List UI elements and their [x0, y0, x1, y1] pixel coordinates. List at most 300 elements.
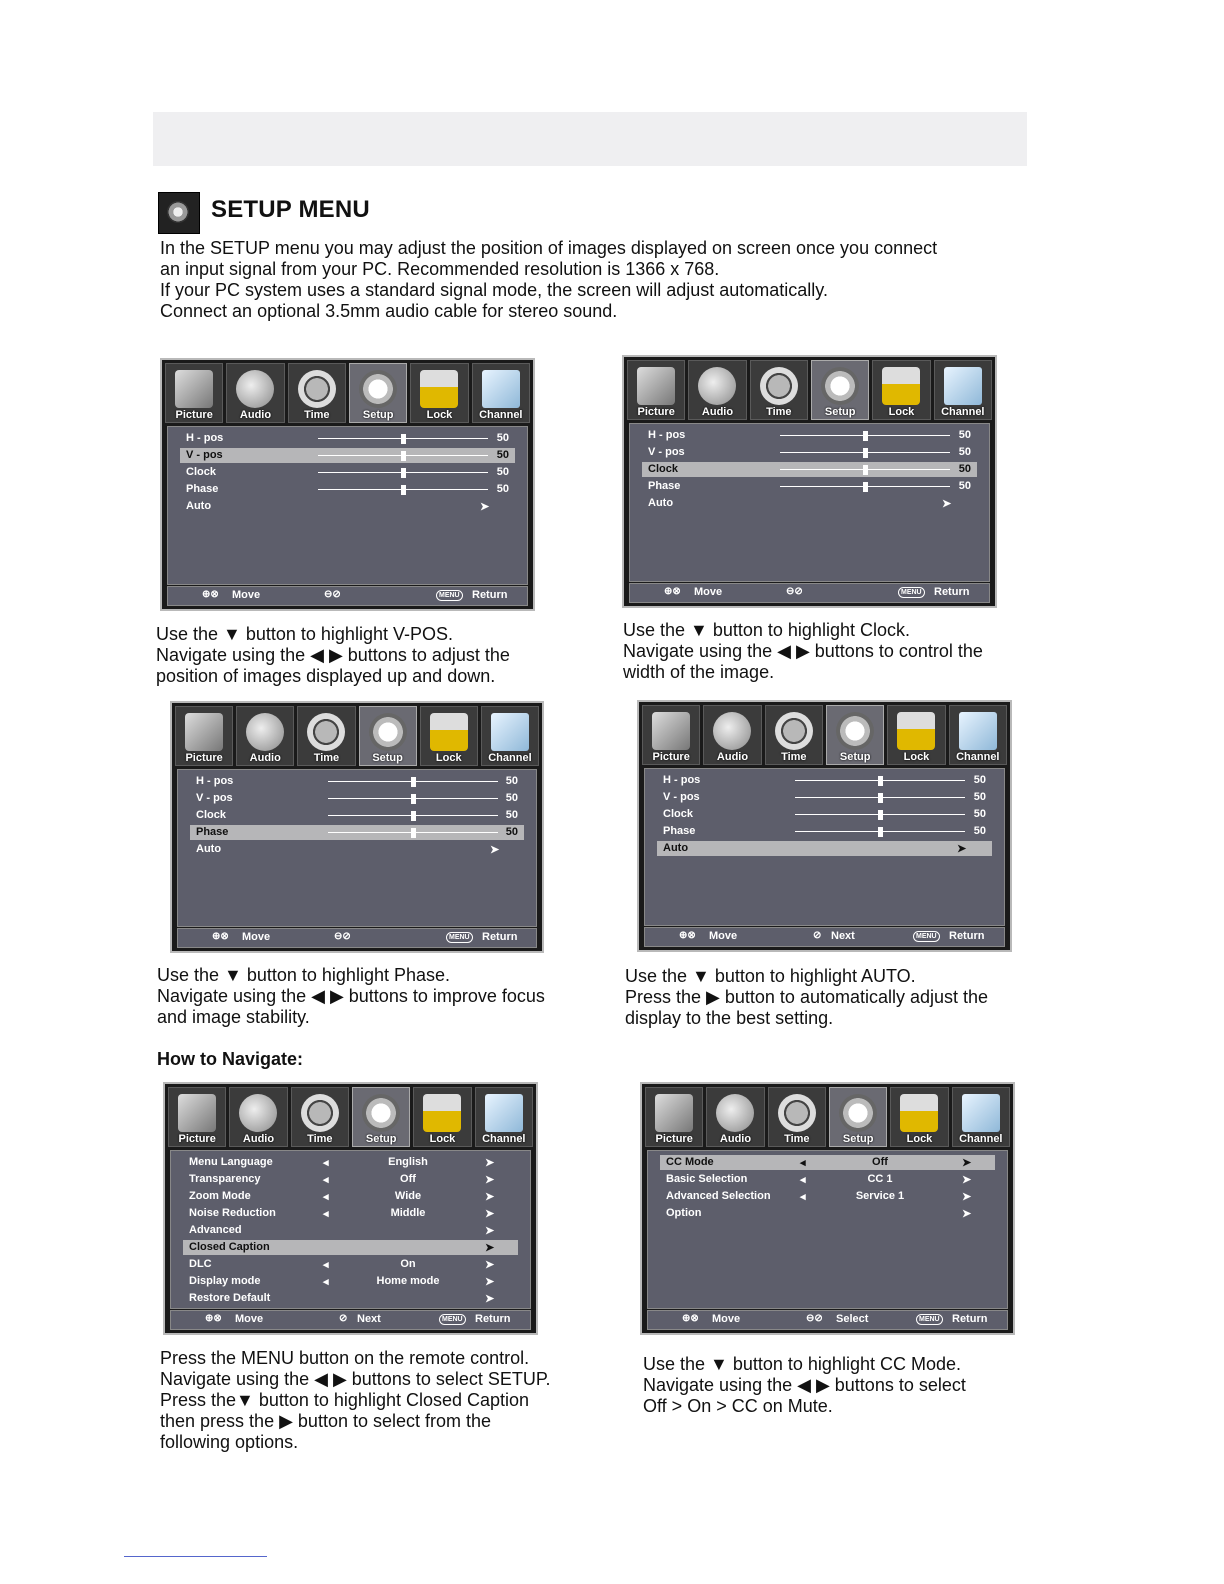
channel-icon	[959, 712, 997, 750]
caption-line: Use the ▼ button to highlight Phase.	[157, 965, 451, 985]
menu-row-vpos[interactable]	[642, 445, 977, 460]
menu-row-clock[interactable]	[642, 462, 977, 477]
slider-value: 50	[505, 775, 518, 787]
tab-channel[interactable]	[934, 360, 992, 420]
row-label: Advanced Selection	[666, 1190, 771, 1202]
caption-line: Navigate using the ◀ ▶ buttons to control the	[623, 641, 983, 661]
next-label: Next	[357, 1313, 381, 1325]
setup-icon	[369, 713, 407, 751]
row-label: DLC	[189, 1258, 212, 1270]
slider-track[interactable]	[780, 435, 950, 436]
picture-icon	[175, 370, 213, 408]
tv-menu-vpos	[160, 358, 535, 611]
right-arrow-icon[interactable]: ➤	[962, 1191, 972, 1203]
menu-help-bar	[170, 1310, 531, 1330]
tab-setup[interactable]	[811, 360, 869, 420]
right-arrow-icon[interactable]: ➤	[485, 1191, 495, 1203]
slider-track[interactable]	[328, 832, 498, 833]
row-label: Restore Default	[189, 1292, 271, 1304]
tab-lock[interactable]	[890, 1087, 948, 1147]
menu-tabs	[165, 363, 530, 423]
menu-key-icon: MENU	[916, 1314, 943, 1325]
tab-label: Picture	[652, 751, 690, 763]
caption-line: Off > On > CC on Mute.	[643, 1396, 833, 1416]
slider-track[interactable]	[780, 452, 950, 453]
lock-icon	[897, 712, 935, 750]
tab-picture[interactable]	[165, 363, 223, 423]
right-arrow-icon[interactable]: ➤	[485, 1225, 495, 1237]
menu-row-vpos[interactable]	[657, 790, 992, 805]
menu-row-clock[interactable]	[657, 807, 992, 822]
right-arrow-icon[interactable]: ➤	[485, 1293, 495, 1305]
channel-icon	[491, 713, 529, 751]
menu-row-clock[interactable]	[180, 465, 515, 480]
right-arrow-icon[interactable]: ➤	[485, 1242, 495, 1254]
caption-line: Navigate using the ◀ ▶ buttons to adjust the	[156, 645, 510, 665]
return-label: Return	[475, 1313, 511, 1325]
right-arrow-icon[interactable]: ➤	[485, 1174, 495, 1186]
menu-help-bar	[644, 927, 1005, 947]
slider-value: 50	[496, 449, 509, 461]
updown-icon: ⊕⊗	[664, 586, 681, 597]
slider-knob[interactable]	[401, 451, 406, 461]
caption-setup	[160, 1348, 600, 1453]
caption-clock	[623, 620, 1063, 683]
menu-row[interactable]	[183, 1206, 518, 1221]
tv-menu-auto	[637, 700, 1012, 952]
tab-label: Lock	[888, 406, 915, 418]
menu-row-phase[interactable]	[190, 825, 524, 840]
menu-row-vpos[interactable]	[190, 791, 524, 806]
slider-knob[interactable]	[411, 794, 416, 804]
updown-icon: ⊕⊗	[202, 589, 219, 600]
row-label: Clock	[663, 808, 693, 820]
menu-row[interactable]	[183, 1291, 518, 1306]
lock-icon	[900, 1094, 938, 1132]
header-band	[153, 112, 1027, 166]
tab-label: Audio	[242, 1133, 275, 1145]
right-arrow-icon[interactable]: ➤	[962, 1174, 972, 1186]
row-label: V - pos	[196, 792, 233, 804]
tab-label: Channel	[956, 751, 1000, 763]
time-icon	[301, 1094, 339, 1132]
menu-row[interactable]	[660, 1206, 995, 1221]
picture-icon	[185, 713, 223, 751]
caption-line: position of images displayed up and down.	[156, 666, 496, 686]
intro-line: If your PC system uses a standard signal mode, the screen will adjust automatically.	[160, 280, 828, 300]
leftright-icon: ⊖⊘	[324, 589, 341, 600]
tab-audio[interactable]	[226, 363, 284, 423]
left-arrow-icon[interactable]: ◂	[800, 1174, 806, 1186]
picture-icon	[637, 367, 675, 405]
slider-value: 50	[973, 825, 986, 837]
audio-icon	[713, 712, 751, 750]
menu-row-vpos[interactable]	[180, 448, 515, 463]
slider-knob[interactable]	[401, 485, 406, 495]
row-label: H - pos	[648, 429, 686, 441]
row-label: Basic Selection	[666, 1173, 748, 1185]
tab-lock[interactable]	[413, 1087, 471, 1147]
updown-icon: ⊕⊗	[205, 1313, 222, 1324]
slider-track[interactable]	[795, 780, 965, 781]
setup-icon	[821, 367, 859, 405]
tab-channel[interactable]	[481, 706, 539, 766]
move-label: Move	[709, 930, 738, 942]
right-arrow-icon[interactable]: ➤	[962, 1157, 972, 1169]
tab-audio[interactable]	[236, 706, 294, 766]
slider-knob[interactable]	[401, 468, 406, 478]
slider-knob[interactable]	[863, 448, 868, 458]
slider-value: 50	[973, 791, 986, 803]
tab-label: Setup	[362, 409, 394, 421]
tab-label: Channel	[488, 752, 532, 764]
return-label: Return	[949, 930, 985, 942]
tab-label: Picture	[178, 1133, 216, 1145]
row-label: V - pos	[186, 449, 223, 461]
menu-row[interactable]	[183, 1155, 518, 1170]
tab-channel[interactable]	[949, 705, 1007, 765]
slider-knob[interactable]	[863, 431, 868, 441]
row-label: Option	[666, 1207, 702, 1219]
row-label: Menu Language	[189, 1156, 273, 1168]
setup-icon	[362, 1094, 400, 1132]
time-icon	[760, 367, 798, 405]
tab-label: Time	[766, 406, 792, 418]
slider-value: 50	[496, 432, 509, 444]
left-arrow-icon[interactable]: ◂	[323, 1208, 329, 1220]
tab-time[interactable]	[297, 706, 355, 766]
left-arrow-icon[interactable]: ◂	[323, 1276, 329, 1288]
menu-help-bar	[177, 928, 537, 948]
slider-knob[interactable]	[411, 811, 416, 821]
tab-time[interactable]	[750, 360, 808, 420]
slider-knob[interactable]	[878, 776, 883, 786]
menu-tabs	[642, 705, 1007, 765]
slider-track[interactable]	[328, 798, 498, 799]
leftright-icon: ⊖⊘	[786, 586, 803, 597]
tab-label: Time	[313, 752, 340, 764]
right-arrow-icon: ➤	[480, 501, 490, 513]
left-arrow-icon[interactable]: ◂	[323, 1259, 329, 1271]
caption-line: and image stability.	[157, 1007, 310, 1027]
menu-row-phase[interactable]	[642, 479, 977, 494]
return-label: Return	[952, 1313, 988, 1325]
tab-lock[interactable]	[410, 363, 468, 423]
row-label: Clock	[648, 463, 678, 475]
menu-tabs	[645, 1087, 1010, 1147]
row-value: Off	[400, 1173, 416, 1185]
return-label: Return	[934, 586, 970, 598]
slider-knob[interactable]	[401, 434, 406, 444]
row-label: Auto	[663, 842, 689, 854]
menu-row[interactable]	[183, 1172, 518, 1187]
tab-label: Audio	[239, 409, 272, 421]
row-label: Clock	[196, 809, 226, 821]
slider-knob[interactable]	[878, 827, 883, 837]
row-label: Advanced	[189, 1224, 242, 1236]
lock-icon	[430, 713, 468, 751]
row-label: Noise Reduction	[189, 1207, 276, 1219]
right-arrow-icon[interactable]: ➤	[485, 1157, 495, 1169]
tab-channel[interactable]	[472, 363, 530, 423]
menu-key-icon: MENU	[913, 931, 940, 942]
right-arrow-icon: ➤	[957, 843, 967, 855]
tab-label: Channel	[959, 1133, 1003, 1145]
tab-audio[interactable]	[703, 705, 761, 765]
menu-help-bar	[629, 583, 990, 603]
slider-value: 50	[973, 808, 986, 820]
tab-label: Picture	[637, 406, 675, 418]
left-arrow-icon[interactable]: ◂	[323, 1191, 329, 1203]
row-label: Phase	[648, 480, 681, 492]
row-label: Zoom Mode	[189, 1190, 251, 1202]
tab-time[interactable]	[768, 1087, 826, 1147]
tab-setup[interactable]	[359, 706, 417, 766]
right-arrow-icon[interactable]: ➤	[962, 1208, 972, 1220]
slider-knob[interactable]	[878, 810, 883, 820]
right-arrow-icon: ➤	[942, 498, 952, 510]
row-value: CC 1	[867, 1173, 893, 1185]
row-value: Home mode	[376, 1275, 440, 1287]
page-title: SETUP MENU	[211, 196, 370, 223]
updown-icon: ⊕⊗	[212, 931, 229, 942]
right-arrow-icon: ➤	[490, 844, 500, 856]
slider-track[interactable]	[795, 831, 965, 832]
menu-panel	[647, 1150, 1008, 1309]
move-label: Move	[712, 1313, 741, 1325]
menu-row-hpos[interactable]	[642, 428, 977, 443]
how-to-navigate-heading: How to Navigate:	[157, 1049, 304, 1069]
left-arrow-icon[interactable]: ◂	[800, 1191, 806, 1203]
tab-channel[interactable]	[475, 1087, 533, 1147]
row-label: Auto	[648, 497, 674, 509]
slider-track[interactable]	[795, 814, 965, 815]
next-icon: ⊘	[813, 930, 822, 941]
picture-icon	[655, 1094, 693, 1132]
caption-line: Use the ▼ button to highlight Clock.	[623, 620, 910, 640]
intro-text	[160, 238, 1040, 322]
row-label: Auto	[186, 500, 212, 512]
left-arrow-icon[interactable]: ◂	[800, 1157, 806, 1169]
next-icon: ⊘	[339, 1313, 348, 1324]
tab-picture[interactable]	[175, 706, 233, 766]
tab-label: Channel	[941, 406, 985, 418]
channel-icon	[944, 367, 982, 405]
menu-row-hpos[interactable]	[190, 774, 524, 789]
picture-icon	[652, 712, 690, 750]
tab-label: Time	[784, 1133, 810, 1145]
slider-value: 50	[505, 809, 518, 821]
slider-track[interactable]	[328, 815, 498, 816]
tab-lock[interactable]	[872, 360, 930, 420]
caption-line: Navigate using the ◀ ▶ buttons to select SETUP.	[160, 1369, 551, 1389]
channel-icon	[962, 1094, 1000, 1132]
left-arrow-icon[interactable]: ◂	[323, 1157, 329, 1169]
caption-line: Navigate using the ◀ ▶ buttons to improve focus	[157, 986, 545, 1006]
menu-row-auto[interactable]	[180, 499, 515, 514]
row-label: Phase	[663, 825, 696, 837]
tab-label: Time	[304, 409, 330, 421]
tab-label: Setup	[842, 1133, 874, 1145]
slider-knob[interactable]	[863, 482, 868, 492]
tv-menu-setup	[163, 1082, 538, 1335]
menu-tabs	[627, 360, 992, 420]
slider-track[interactable]	[318, 489, 488, 490]
caption-line: Navigate using the ◀ ▶ buttons to select	[643, 1375, 966, 1395]
leftright-icon: ⊖⊘	[334, 931, 351, 942]
menu-tabs	[168, 1087, 533, 1147]
tab-picture[interactable]	[168, 1087, 226, 1147]
menu-key-icon: MENU	[439, 1314, 466, 1325]
caption-line: Use the ▼ button to highlight AUTO.	[625, 966, 916, 986]
menu-row-auto[interactable]	[642, 496, 977, 511]
right-arrow-icon[interactable]: ➤	[485, 1276, 495, 1288]
slider-value: 50	[505, 826, 518, 838]
slider-value: 50	[496, 466, 509, 478]
row-value: English	[388, 1156, 428, 1168]
menu-row-clock[interactable]	[190, 808, 524, 823]
menu-row[interactable]	[183, 1223, 518, 1238]
tab-picture[interactable]	[645, 1087, 703, 1147]
slider-track[interactable]	[328, 781, 498, 782]
row-label: H - pos	[663, 774, 701, 786]
menu-row[interactable]	[183, 1240, 518, 1255]
slider-track[interactable]	[795, 797, 965, 798]
slider-track[interactable]	[780, 469, 950, 470]
tv-menu-phase	[170, 701, 544, 953]
tab-picture[interactable]	[642, 705, 700, 765]
menu-row-hpos[interactable]	[180, 431, 515, 446]
tab-label: Audio	[719, 1133, 752, 1145]
intro-line: In the SETUP menu you may adjust the position of images displayed on screen once you connect	[160, 238, 938, 258]
slider-value: 50	[958, 463, 971, 475]
tab-channel[interactable]	[952, 1087, 1010, 1147]
menu-panel	[167, 426, 528, 585]
tab-label: Channel	[479, 409, 523, 421]
tab-label: Channel	[482, 1133, 526, 1145]
slider-track[interactable]	[318, 438, 488, 439]
tab-audio[interactable]	[229, 1087, 287, 1147]
tab-setup[interactable]	[826, 705, 884, 765]
setup-gear-icon	[158, 192, 200, 234]
tab-lock[interactable]	[420, 706, 478, 766]
slider-track[interactable]	[318, 455, 488, 456]
tab-audio[interactable]	[688, 360, 746, 420]
slider-knob[interactable]	[411, 828, 416, 838]
slider-knob[interactable]	[411, 777, 416, 787]
updown-icon: ⊕⊗	[679, 930, 696, 941]
caption-auto	[625, 966, 1065, 1029]
tab-lock[interactable]	[887, 705, 945, 765]
tab-picture[interactable]	[627, 360, 685, 420]
row-value: Off	[872, 1156, 888, 1168]
channel-icon	[485, 1094, 523, 1132]
slider-knob[interactable]	[878, 793, 883, 803]
tab-time[interactable]	[765, 705, 823, 765]
tab-label: Setup	[824, 406, 856, 418]
move-label: Move	[232, 589, 261, 601]
caption-line: Use the ▼ button to highlight V-POS.	[156, 624, 453, 644]
caption-line: width of the image.	[623, 662, 775, 682]
caption-line: following options.	[160, 1432, 299, 1452]
caption-cc	[643, 1354, 1083, 1417]
right-arrow-icon[interactable]: ➤	[485, 1208, 495, 1220]
row-label: H - pos	[186, 432, 224, 444]
tab-audio[interactable]	[706, 1087, 764, 1147]
tab-setup[interactable]	[349, 363, 407, 423]
menu-row-auto[interactable]	[657, 841, 992, 856]
footer-link-line	[124, 1556, 267, 1557]
menu-panel	[170, 1150, 531, 1309]
row-label: Clock	[186, 466, 216, 478]
row-label: Display mode	[189, 1275, 261, 1287]
menu-row-auto[interactable]	[190, 842, 524, 857]
tab-setup[interactable]	[829, 1087, 887, 1147]
slider-knob[interactable]	[863, 465, 868, 475]
tab-time[interactable]	[291, 1087, 349, 1147]
menu-row[interactable]	[183, 1189, 518, 1204]
menu-row-phase[interactable]	[657, 824, 992, 839]
updown-icon: ⊕⊗	[682, 1313, 699, 1324]
slider-track[interactable]	[318, 472, 488, 473]
menu-row[interactable]	[660, 1155, 995, 1170]
audio-icon	[698, 367, 736, 405]
caption-line: then press the ▶ button to select from the	[160, 1411, 492, 1431]
menu-panel	[629, 423, 990, 582]
time-icon	[775, 712, 813, 750]
slider-value: 50	[505, 792, 518, 804]
menu-panel	[644, 768, 1005, 926]
menu-row-phase[interactable]	[180, 482, 515, 497]
return-label: Return	[482, 931, 518, 943]
left-arrow-icon[interactable]: ◂	[323, 1174, 329, 1186]
next-label: Next	[831, 930, 855, 942]
menu-row[interactable]	[183, 1257, 518, 1272]
row-label: CC Mode	[666, 1156, 714, 1168]
right-arrow-icon[interactable]: ➤	[485, 1259, 495, 1271]
slider-value: 50	[958, 480, 971, 492]
tv-menu-clock	[622, 355, 997, 608]
move-label: Move	[235, 1313, 264, 1325]
tab-time[interactable]	[288, 363, 346, 423]
menu-row[interactable]	[660, 1172, 995, 1187]
setup-icon	[836, 712, 874, 750]
leftright-icon: ⊖⊘	[806, 1313, 823, 1324]
slider-track[interactable]	[780, 486, 950, 487]
caption-line: display to the best setting.	[625, 1008, 834, 1028]
tab-setup[interactable]	[352, 1087, 410, 1147]
caption-line: Press the ▶ button to automatically adjust the	[625, 987, 989, 1007]
return-label: Return	[472, 589, 508, 601]
lock-icon	[423, 1094, 461, 1132]
menu-row[interactable]	[660, 1189, 995, 1204]
row-value: Service 1	[855, 1190, 905, 1202]
slider-value: 50	[958, 429, 971, 441]
tab-label: Picture	[185, 752, 223, 764]
row-label: Phase	[196, 826, 229, 838]
lock-icon	[420, 370, 458, 408]
tab-label: Time	[307, 1133, 333, 1145]
menu-row[interactable]	[183, 1274, 518, 1289]
tab-label: Picture	[175, 409, 213, 421]
menu-tabs	[175, 706, 539, 766]
slider-value: 50	[958, 446, 971, 458]
menu-row-hpos[interactable]	[657, 773, 992, 788]
slider-value: 50	[973, 774, 986, 786]
intro-line: Connect an optional 3.5mm audio cable for stereo sound.	[160, 301, 618, 321]
row-label: H - pos	[196, 775, 234, 787]
menu-help-bar	[167, 586, 528, 606]
